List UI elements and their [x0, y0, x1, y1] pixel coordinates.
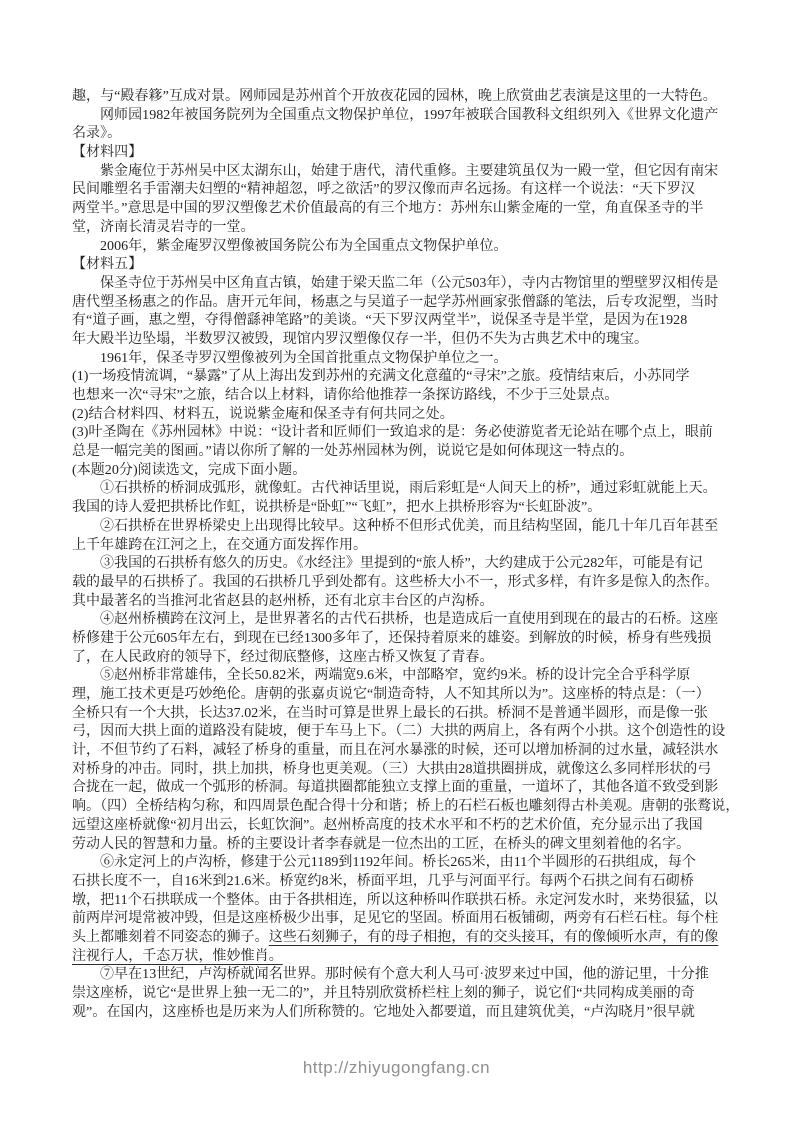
text-line: [72, 181, 730, 200]
text-segment: ④赵州桥横跨在汶河上，是世界著名的古代石拱桥，也是造成后一直使用到现在的最古的石桥。这座: [100, 612, 719, 628]
text-line: [72, 705, 730, 724]
text-line: [72, 107, 730, 126]
text-segment: 趣，与“殿春簃”互成对景。网师园是苏州首个开放夜花园的园林，晚上欣赏曲艺表演是这里的一大特色。: [72, 89, 717, 104]
text-segment: 【材料四】: [72, 145, 143, 161]
text-line: [72, 406, 730, 425]
text-line: [72, 294, 730, 313]
text-line: [72, 555, 730, 574]
text-segment: 理，施工技术更是巧妙绝伦。唐朝的张嘉贞说它“制造奇特，人不知其所以为”。这座桥的特点是：（一）: [72, 687, 710, 702]
text-segment: 1961年，保圣寺罗汉塑像被列为全国首批重点文物保护单位之一。: [100, 350, 508, 366]
text-segment: 对桥身的冲击。同时，拱上加拱，桥身也更美观。（三）大拱由28道拱圈拼成，就像这么多同样形状的弓: [72, 761, 712, 777]
text-line: [72, 779, 730, 798]
document-body: [72, 88, 740, 1022]
text-line: [72, 686, 730, 705]
text-segment: 墩，把11个石拱联成一个整体。由于各拱相连，所以这种桥叫作联拱石桥。永定河发水时，来势很猛，以: [72, 892, 718, 908]
text-segment: 响。（四）全桥结构匀称，和四周景色配合得十分和谐；桥上的石栏石板也雕刻得古朴美观。唐朝的张鹜说，: [72, 799, 740, 815]
text-line: [72, 761, 730, 780]
underlined-text-segment: 这些石刻狮子，有的母子相抱，有的交头接耳，有的像倾听水声，有的像: [268, 929, 719, 945]
text-segment: 也想来一次“寻宋”之旅，结合以上材料，请你给他推荐一条探访路线，不少于三处景点。: [72, 388, 619, 403]
text-line: [72, 667, 730, 686]
text-line: [72, 742, 730, 761]
text-line: [72, 125, 730, 144]
text-line: [72, 219, 730, 238]
text-segment: 名录》。: [72, 126, 122, 142]
text-segment: 堂，济南长清灵岩寺的一堂。: [72, 219, 255, 235]
text-line: [72, 966, 730, 985]
emphasized-text-segment: 载的: [72, 574, 101, 590]
text-segment: 总是一幅完美的图画。”请以你所了解的一处苏州园林为例，说说它是如何体现这一特点的。: [72, 444, 634, 460]
text-line: [72, 649, 730, 668]
text-line: [72, 929, 730, 948]
text-segment: ⑤赵州桥非常雄伟，全长50.82米，两端宽9.6米，中部略窄，宽约9米。桥的设计完全合乎科学原: [100, 668, 691, 684]
text-segment: 崇这座桥，说它“是世界上独一无二的”，并且特别欣赏桥栏柱上刻的狮子，说它们“共同构成美丽的奇: [72, 986, 695, 1001]
text-segment: 头上都雕刻着不同姿态的狮子。: [72, 929, 269, 945]
text-line: [72, 985, 730, 1004]
text-segment: 前两岸河堤常被冲毁，但是这座桥极少出事，足见它的坚固。桥面用石板铺砌，两旁有石栏石柱。每个柱: [72, 911, 719, 927]
text-line: [72, 593, 730, 612]
text-line: [72, 200, 730, 219]
text-segment: 远望这座桥就像“初月出云，长虹饮涧”。赵州桥高度的技术水平和不朽的艺术价值，充分显示出了我国: [72, 817, 703, 833]
text-line: [72, 312, 730, 331]
text-segment: ②石拱桥在世界桥梁史上出现得比较早。这种桥不但形式优美，而且结构坚固，能几十年几百年甚至: [100, 518, 719, 534]
text-line: [72, 88, 730, 107]
text-segment: 其中最著名的当推河北省赵县的赵州桥，还有北京丰台区的卢沟桥。: [72, 593, 494, 609]
text-segment: 2006年，紫金庵罗汉塑像被国务院公布为全国重点文物保护单位。: [100, 238, 508, 254]
text-segment: ①石拱桥的桥洞成弧形，就像虹。古代神话里说，雨后彩虹是“人间天上的桥”，通过彩虹就能上天。: [100, 481, 717, 497]
text-segment: 计，不但节约了石料，减轻了桥身的重量，而且在河水暴涨的时候，还可以增加桥洞的过水量，减轻洪水: [72, 743, 719, 759]
text-line: [72, 350, 730, 369]
text-line: [72, 630, 730, 649]
text-line: [72, 275, 730, 294]
text-line: [72, 462, 730, 481]
watermark-url: http://zhiyugongfang.cn: [302, 1058, 491, 1077]
text-segment: 全桥只有一个大拱，长达37.02米，在当时可算是世界上最长的石拱。桥洞不是普通半圆形，而是像一张: [72, 705, 708, 721]
text-line: [72, 817, 730, 836]
text-segment: ③我国的石拱桥有悠久的历史。《水经注》里提到的“旅人桥”，大约建成于公元282年，: [100, 556, 633, 572]
text-segment: 唐代塑圣杨惠之的作品。唐开元年间，杨惠之与吴道子一起学苏州画家张僧繇的笔法，后专攻泥塑，当时: [72, 294, 719, 310]
text-segment: 上千年雄跨在江河之上，在交通方面发挥作用。: [72, 537, 368, 553]
text-segment: 有“道子画，惠之塑，夺得僧繇神笔路”的美谈。“天下罗汉两堂半”，说保圣寺是半堂，是因为在1928: [72, 313, 688, 329]
text-segment: 年大殿半边坠塌，半数罗汉被毁，现馆内罗汉塑像仅存一半，但仍不失为古典艺术中的瑰宝。: [72, 331, 649, 347]
text-line: [72, 238, 730, 257]
underlined-text-segment: 注视行人，千态万状，惟妙惟肖。: [72, 948, 283, 964]
text-line: [72, 873, 730, 892]
text-segment: 了，在人民政府的领导下，经过彻底整修，这座古桥又恢复了青春。: [72, 649, 494, 665]
text-segment: 弓，因而大拱上面的道路没有陡坡，便于车马上下。（二）大拱的两肩上，各有两个小拱。这个创造性的设: [72, 724, 726, 740]
text-line: [72, 518, 730, 537]
text-line: [72, 480, 730, 499]
text-line: [72, 499, 730, 518]
text-line: [72, 387, 730, 406]
text-segment: 最早的石拱桥了。我国的石拱桥几乎到处都有。这些桥大小不一，形式多样，有许多是惊人的杰作。: [100, 574, 719, 590]
text-segment: 石拱长度不一，自16米到21.6米。桥宽约8米，桥面平坦，几乎与河面平行。每两个石拱之间有石砌桥: [72, 873, 694, 889]
emphasized-text-segment: 可能是有记: [632, 556, 703, 572]
text-line: [72, 1004, 730, 1023]
text-segment: (本题20分)阅读选文，完成下面小题。: [72, 462, 307, 478]
text-line: [72, 892, 730, 911]
text-segment: (3)叶圣陶在《苏州园林》中说：“设计者和匠师们一致追求的是：务必使游览者无论站在哪个点上，眼前: [72, 425, 713, 441]
text-segment: (2)结合材料四、材料五，说说紫金庵和保圣寺有何共同之处。: [72, 406, 454, 422]
text-segment: 保圣寺位于苏州吴中区角直古镇，始建于梁天监二年（公元503年），寺内古物馆里的塑壁罗汉相传是: [100, 275, 719, 291]
text-segment: (1)一场疫情流调，“暴露”了从上海出发到苏州的充满文化意蕴的“寻宋”之旅。疫情结束后，小苏同学: [72, 369, 690, 385]
text-segment: ⑥永定河上的卢沟桥，修建于公元1189到1192年间。桥长265米，由11个半圆形的石拱组成，每个: [100, 855, 696, 871]
text-line: [72, 443, 730, 462]
text-segment: 劳动人民的智慧和力量。桥的主要设计者李春就是一位杰出的工匠，在桥头的碑文里刻着他的名字。: [72, 836, 691, 852]
text-segment: 桥修建于公元605年左右，到现在已经1300多年了，还保持着原来的雄姿。到解放的时候，桥身有些残损: [72, 630, 712, 646]
text-line: [72, 798, 740, 817]
text-line: [72, 368, 730, 387]
text-line: [72, 256, 730, 275]
text-segment: 【材料五】: [72, 257, 143, 273]
text-line: [72, 537, 730, 556]
text-line: [72, 910, 730, 929]
text-line: [72, 611, 730, 630]
text-line: [72, 836, 730, 855]
text-line: [72, 144, 730, 163]
text-line: [72, 948, 730, 967]
text-segment: 两堂半。”意思是中国的罗汉塑像艺术价值最高的有三个地方：苏州东山紫金庵的一堂，角直保圣寺的半: [72, 201, 704, 217]
text-segment: 民间雕塑名手雷潮夫妇塑的“精神超忽，呼之欲活”的罗汉像而声名远扬。有这样一个说法：“天下罗汉: [72, 182, 695, 198]
text-line: [72, 854, 730, 873]
text-segment: 观”。在国内，这座桥也是历来为人们所称赞的。它地处入都要道，而且建筑优美，“卢沟晓月”很早就: [72, 1004, 695, 1020]
text-line: [72, 723, 730, 742]
text-segment: 我国的诗人爱把拱桥比作虹，说拱桥是“卧虹”“飞虹”，把水上拱桥形容为“长虹卧波”。: [72, 500, 602, 516]
text-segment: ⑦早在13世纪，卢沟桥就闻名世界。那时候有个意大利人马可·波罗来过中国，他的游记里，十分推: [100, 967, 709, 983]
text-line: [72, 331, 730, 350]
text-segment: 网师园1982年被国务院列为全国重点文物保护单位，1997年被联合国教科文组织列入《世界文化遗产: [100, 107, 719, 123]
text-line: [72, 163, 730, 182]
text-line: [72, 574, 730, 593]
text-segment: 紫金庵位于苏州吴中区太湖东山，始建于唐代，清代重修。主要建筑虽仅为一殿一堂，但它因有南宋: [100, 163, 719, 179]
text-segment: 合拢在一起，做成一个弧形的桥洞。每道拱圈都能独立支撑上面的重量，一道坏了，其他各道不致受到影: [72, 780, 719, 796]
text-line: [72, 424, 730, 443]
